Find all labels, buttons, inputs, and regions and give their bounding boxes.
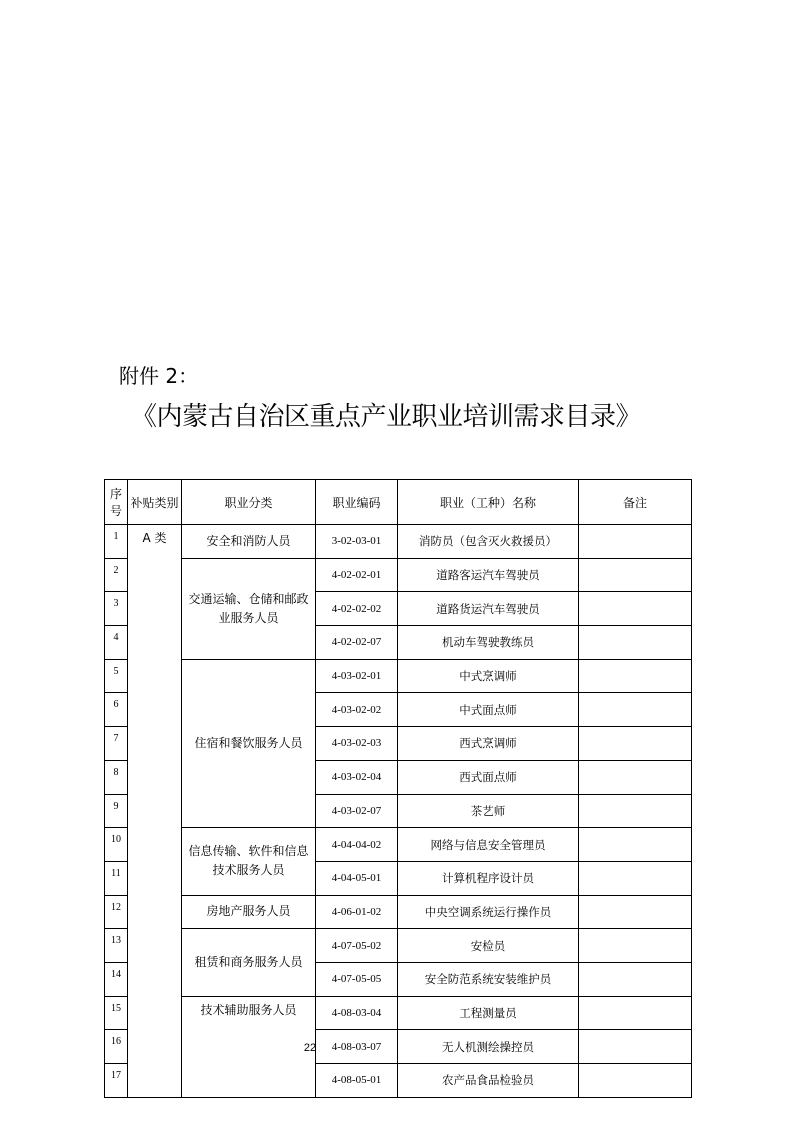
occupation-code: 4-03-02-03 xyxy=(316,727,398,761)
attachment-label: 附件 2： xyxy=(119,364,199,388)
row-seq: 9 xyxy=(105,794,128,828)
occupation-code: 4-03-02-01 xyxy=(316,659,398,693)
occupation-code: 4-03-02-04 xyxy=(316,760,398,794)
header-name: 职业（工种）名称 xyxy=(398,480,579,525)
occupation-name: 无人机测绘操控员 xyxy=(398,1030,579,1064)
row-seq: 13 xyxy=(105,929,128,963)
occupation-name: 消防员（包含灭火救援员） xyxy=(398,525,579,559)
occupation-code: 4-02-02-07 xyxy=(316,626,398,660)
page-number: 22 xyxy=(303,1042,317,1054)
row-seq: 16 xyxy=(105,1030,128,1064)
note-cell xyxy=(579,558,692,592)
row-seq: 10 xyxy=(105,828,128,862)
occupation-code: 4-03-02-02 xyxy=(316,693,398,727)
occupation-name: 中式烹调师 xyxy=(398,659,579,693)
category-cell: 安全和消防人员 xyxy=(182,525,316,559)
occupation-name: 机动车驾驶教练员 xyxy=(398,626,579,660)
category-cell: 信息传输、软件和信息技术服务人员 xyxy=(182,828,316,895)
occupation-name: 道路客运汽车驾驶员 xyxy=(398,558,579,592)
header-category: 职业分类 xyxy=(182,480,316,525)
category-cell: 租赁和商务服务人员 xyxy=(182,929,316,996)
note-cell xyxy=(579,962,692,996)
occupation-code: 4-02-02-01 xyxy=(316,558,398,592)
note-cell xyxy=(579,727,692,761)
occupation-name: 安检员 xyxy=(398,929,579,963)
occupation-code: 4-04-04-02 xyxy=(316,828,398,862)
occupation-name: 农产品食品检验员 xyxy=(398,1064,579,1098)
training-catalog-table xyxy=(104,479,692,1098)
table-row xyxy=(105,996,692,1030)
note-cell xyxy=(579,1064,692,1098)
row-seq: 6 xyxy=(105,693,128,727)
note-cell xyxy=(579,794,692,828)
header-seq: 序号 xyxy=(105,480,128,525)
occupation-name: 网络与信息安全管理员 xyxy=(398,828,579,862)
subsidy-class-cell: A 类 xyxy=(128,525,182,1098)
occupation-name: 茶艺师 xyxy=(398,794,579,828)
row-seq: 1 xyxy=(105,525,128,559)
occupation-name: 安全防范系统安装维护员 xyxy=(398,962,579,996)
row-seq: 14 xyxy=(105,962,128,996)
category-cell: 技术辅助服务人员 xyxy=(182,996,316,1097)
occupation-code: 4-08-03-07 xyxy=(316,1030,398,1064)
occupation-name: 计算机程序设计员 xyxy=(398,861,579,895)
occupation-name: 工程测量员 xyxy=(398,996,579,1030)
category-cell: 交通运输、仓储和邮政业服务人员 xyxy=(182,558,316,659)
occupation-code: 4-06-01-02 xyxy=(316,895,398,929)
table-row xyxy=(105,929,692,963)
occupation-name: 西式面点师 xyxy=(398,760,579,794)
table-row xyxy=(105,659,692,693)
occupation-code: 4-07-05-02 xyxy=(316,929,398,963)
document-title: 《内蒙古自治区重点产业职业培训需求目录》 xyxy=(131,402,642,432)
note-cell xyxy=(579,592,692,626)
table-row xyxy=(105,895,692,929)
row-seq: 4 xyxy=(105,626,128,660)
occupation-code: 4-03-02-07 xyxy=(316,794,398,828)
occupation-name: 西式烹调师 xyxy=(398,727,579,761)
note-cell xyxy=(579,1030,692,1064)
category-cell: 房地产服务人员 xyxy=(182,895,316,929)
table-row xyxy=(105,558,692,592)
occupation-code: 3-02-03-01 xyxy=(316,525,398,559)
note-cell xyxy=(579,929,692,963)
row-seq: 17 xyxy=(105,1064,128,1098)
header-subsidy: 补贴类别 xyxy=(128,480,182,525)
row-seq: 5 xyxy=(105,659,128,693)
row-seq: 7 xyxy=(105,727,128,761)
occupation-code: 4-04-05-01 xyxy=(316,861,398,895)
occupation-code: 4-07-05-05 xyxy=(316,962,398,996)
table-row xyxy=(105,525,692,559)
note-cell xyxy=(579,861,692,895)
occupation-code: 4-08-03-04 xyxy=(316,996,398,1030)
note-cell xyxy=(579,525,692,559)
note-cell xyxy=(579,760,692,794)
note-cell xyxy=(579,693,692,727)
occupation-name: 道路货运汽车驾驶员 xyxy=(398,592,579,626)
note-cell xyxy=(579,626,692,660)
occupation-name: 中式面点师 xyxy=(398,693,579,727)
note-cell xyxy=(579,828,692,862)
note-cell xyxy=(579,895,692,929)
category-cell: 住宿和餐饮服务人员 xyxy=(182,659,316,827)
occupation-name: 中央空调系统运行操作员 xyxy=(398,895,579,929)
occupation-code: 4-02-02-02 xyxy=(316,592,398,626)
table-header-row xyxy=(105,480,692,525)
note-cell xyxy=(579,659,692,693)
row-seq: 3 xyxy=(105,592,128,626)
note-cell xyxy=(579,996,692,1030)
row-seq: 12 xyxy=(105,895,128,929)
row-seq: 2 xyxy=(105,558,128,592)
header-note: 备注 xyxy=(579,480,692,525)
occupation-code: 4-08-05-01 xyxy=(316,1064,398,1098)
row-seq: 8 xyxy=(105,760,128,794)
header-code: 职业编码 xyxy=(316,480,398,525)
table-row xyxy=(105,828,692,862)
row-seq: 11 xyxy=(105,861,128,895)
row-seq: 15 xyxy=(105,996,128,1030)
